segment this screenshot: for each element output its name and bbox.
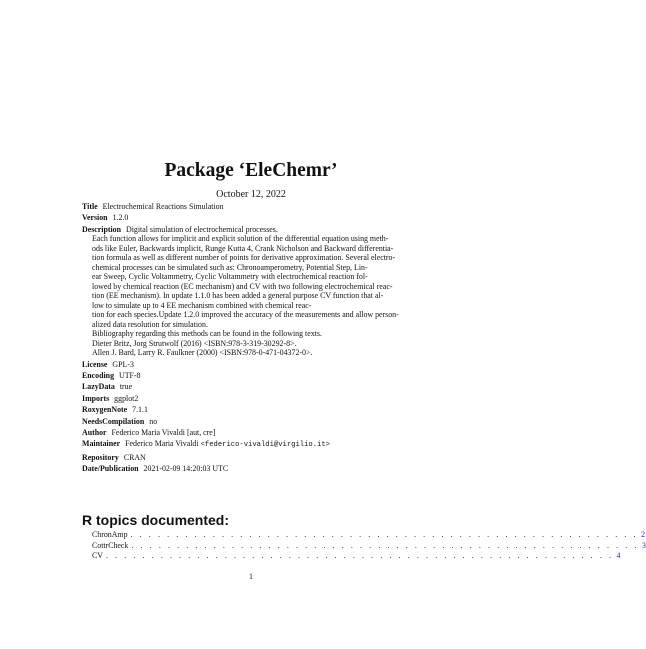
description-line: alized data resolution for simulation. [92, 319, 208, 329]
field-license [82, 360, 422, 370]
field-label: Maintainer [82, 439, 121, 449]
field-value: 2021-02-09 14:20:03 UTC [143, 464, 229, 474]
field-value: Federico Maria Vivaldi [aut, cre] [111, 428, 216, 438]
description-line: tion formula as well as different number of points for derivative approximation. Several electro- [92, 253, 396, 263]
topics-list [92, 530, 646, 562]
field-value: true [119, 382, 133, 392]
toc-entry-page[interactable]: 2 [641, 530, 646, 539]
package-fields [82, 202, 422, 476]
toc-leader-dots: . . . . . . . . . . . . . . . . . . . . . . . . . . . . . . . . . . . . . . . . . . . . . . . . . . . . . . . . [130, 530, 639, 539]
field-roxygennote [82, 405, 422, 415]
field-label: Author [82, 428, 107, 438]
field-value: no [149, 416, 158, 426]
field-label: Description [82, 224, 122, 234]
field-version [82, 213, 422, 223]
topics-heading-r: R [82, 512, 93, 528]
field-imports [82, 394, 422, 404]
description-line: low to simulate up to 4 EE mechanism combined with chemical reac- [92, 300, 312, 310]
field-label: Version [82, 213, 108, 223]
field-label: Title [82, 202, 98, 211]
toc-entry[interactable] [92, 551, 621, 562]
description-line: Dieter Britz, Jorg Strutwolf (2016) <ISBN:978-3-319-30292-8>. [92, 338, 297, 348]
field-label: Date/Publication [82, 464, 139, 474]
toc-leader-dots: . . . . . . . . . . . . . . . . . . . . . . . . . . . . . . . . . . . . . . . . . . . . . . . . . . . . . . . . [131, 540, 639, 550]
description-line: tion for each species.Update 1.2.0 improved the accuracy of the measurements and allow person- [92, 310, 399, 320]
maintainer-email[interactable]: <federico-vivaldi@virgilio.it> [200, 441, 330, 450]
field-value: CRAN [123, 452, 146, 462]
field-value: 7.1.1 [132, 405, 148, 415]
description-first-line: Digital simulation of electrochemical processes. [126, 224, 278, 234]
toc-leader-dots: . . . . . . . . . . . . . . . . . . . . . . . . . . . . . . . . . . . . . . . . . . . . . . . . . . . . . . . . [105, 551, 614, 560]
toc-entry[interactable] [92, 530, 646, 541]
field-title [82, 202, 422, 212]
description-line: tion (EE mechanism). In update 1.1.0 has been added a general purpose CV function that al- [92, 291, 384, 301]
maintainer-name: Federico Maria Vivaldi [125, 439, 199, 449]
field-description [82, 225, 422, 358]
description-line: chemical processes can be simulated such as: Chronoamperometry, Potential Step, Lin- [92, 262, 368, 272]
field-publication [82, 464, 422, 474]
field-label: Repository [82, 452, 119, 462]
package-date: October 12, 2022 [216, 189, 286, 200]
toc-entry-name[interactable]: ChronAmp [92, 530, 128, 539]
field-lazydata [82, 382, 422, 392]
field-maintainer [82, 439, 422, 451]
field-author [82, 428, 422, 438]
toc-entry-page[interactable]: 3 [641, 540, 646, 550]
field-repository [82, 453, 422, 463]
field-value: ggplot2 [114, 393, 139, 403]
description-line: ods like Euler, Backwards implicit, Runge Kutta 4, Crank Nicholson and Backward differentia- [92, 243, 394, 253]
field-label: RoxygenNote [82, 405, 128, 415]
field-label: LazyData [82, 382, 115, 392]
toc-entry-name[interactable]: CV [92, 551, 103, 560]
field-value: Electrochemical Reactions Simulation [102, 202, 224, 211]
field-value: 1.2.0 [112, 213, 129, 223]
field-label: NeedsCompilation [82, 416, 145, 426]
field-needscompilation [82, 417, 422, 427]
field-value: GPL-3 [112, 359, 134, 369]
description-line: lowed by chemical reaction (EC mechanism) and CV with two following electrochemical reac- [92, 281, 393, 291]
field-value: UTF-8 [119, 371, 141, 381]
description-line: Bibliography regarding this methods can be found in the following texts. [92, 329, 322, 339]
toc-entry-name[interactable]: CottrCheck [92, 540, 129, 550]
description-line: Allen J. Bard, Larry R. Faulkner (2000) <ISBN:978-0-471-04372-0>. [92, 348, 313, 358]
topics-heading [82, 512, 229, 528]
page-number: 1 [249, 572, 253, 581]
toc-entry-page[interactable]: 4 [616, 551, 621, 560]
description-body [82, 234, 422, 358]
toc-entry[interactable] [92, 540, 646, 552]
description-line: Each function allows for implicit and explicit solution of the differential equation using meth- [92, 234, 389, 244]
field-encoding [82, 371, 422, 381]
topics-heading-text: topics documented: [96, 512, 230, 528]
description-line: ear Sweep, Cyclic Voltammetry, Cyclic Voltammetry with electrochemical reaction fol- [92, 272, 368, 282]
field-label: Encoding [82, 371, 115, 381]
package-title: Package ‘EleChemr’ [164, 160, 338, 181]
field-label: Imports [82, 393, 110, 403]
field-label: License [82, 359, 108, 369]
